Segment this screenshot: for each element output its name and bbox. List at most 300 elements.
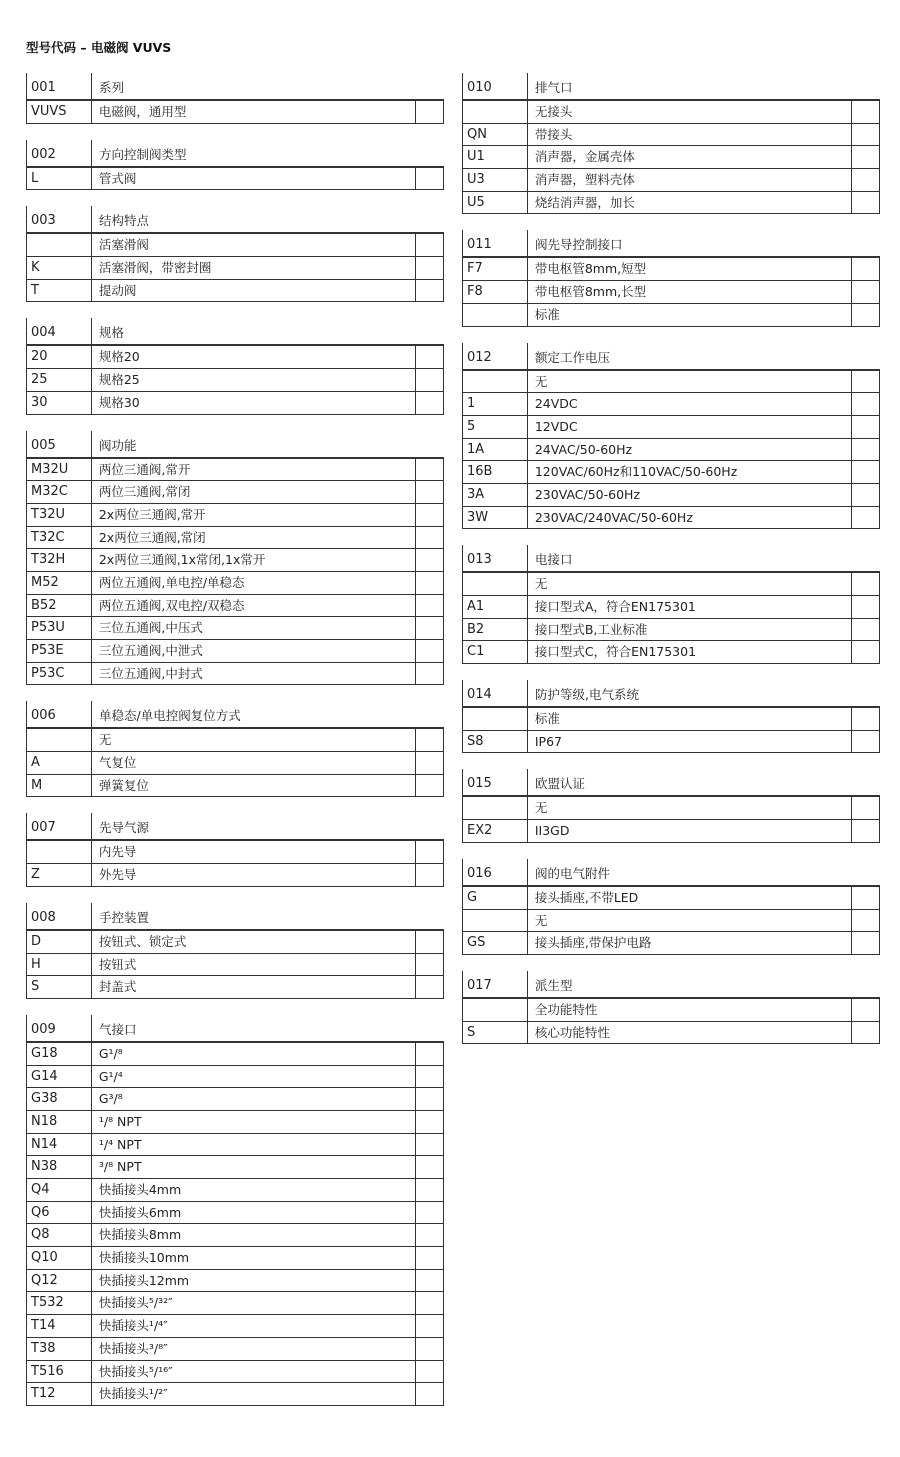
option-row	[26, 280, 444, 303]
option-checkbox[interactable]	[415, 1315, 443, 1337]
option-row	[462, 596, 880, 619]
option-code: Q8	[27, 1224, 92, 1246]
section-009	[26, 1015, 444, 1406]
section-code: 004	[27, 318, 92, 344]
option-code: EX2	[463, 820, 528, 842]
option-code: QN	[463, 124, 528, 146]
option-description: 消声器，金属壳体	[534, 149, 635, 165]
option-row	[26, 1043, 444, 1066]
option-checkbox[interactable]	[851, 169, 879, 191]
option-checkbox[interactable]	[851, 731, 879, 753]
option-checkbox[interactable]	[415, 1111, 443, 1133]
option-checkbox[interactable]	[851, 416, 879, 438]
section-header	[26, 206, 444, 234]
option-checkbox[interactable]	[415, 257, 443, 279]
option-code: T32U	[27, 504, 92, 526]
option-description: 规格30	[98, 394, 140, 410]
section-004	[26, 318, 444, 414]
option-row	[462, 1022, 880, 1045]
section-code: 008	[27, 903, 92, 929]
option-description: 按钮式、锁定式	[98, 933, 187, 949]
option-code: T516	[27, 1361, 92, 1383]
option-description: 120VAC/60Hz和110VAC/50-60Hz	[534, 464, 738, 480]
option-row	[26, 346, 444, 369]
option-row	[462, 731, 880, 754]
option-description: 核心功能特性	[534, 1024, 610, 1040]
section-010	[462, 73, 880, 214]
option-code: F8	[463, 281, 528, 303]
option-code: T32H	[27, 549, 92, 571]
section-016	[462, 859, 880, 955]
option-row	[462, 416, 880, 439]
option-description: 接头插座,不带LED	[534, 889, 639, 905]
option-row	[462, 999, 880, 1022]
option-row	[26, 369, 444, 392]
option-checkbox[interactable]	[415, 1043, 443, 1065]
option-description: 消声器，塑料壳体	[534, 172, 635, 188]
option-row	[26, 1270, 444, 1293]
section-label: 系列	[99, 80, 125, 95]
section-code: 014	[463, 680, 528, 706]
option-checkbox[interactable]	[851, 910, 879, 932]
section-label: 气接口	[99, 1021, 137, 1037]
option-description: 按钮式	[98, 956, 137, 972]
option-code: P53U	[27, 617, 92, 639]
option-description: 内先导	[98, 844, 137, 860]
option-checkbox[interactable]	[415, 595, 443, 617]
section-code: 006	[27, 701, 92, 727]
option-checkbox[interactable]	[851, 641, 879, 663]
option-description: 快插接头¹/⁴″	[98, 1318, 168, 1334]
option-description: 无	[534, 576, 548, 592]
option-row	[26, 954, 444, 977]
option-checkbox[interactable]	[851, 887, 879, 909]
section-code: 002	[27, 140, 92, 166]
option-checkbox[interactable]	[851, 258, 879, 280]
option-checkbox[interactable]	[851, 146, 879, 168]
option-code: 1A	[463, 439, 528, 461]
option-checkbox[interactable]	[851, 596, 879, 618]
section-label: 阀先导控制接口	[535, 237, 623, 253]
section-code: 012	[463, 343, 528, 369]
option-description: 无	[534, 800, 548, 816]
option-checkbox[interactable]	[415, 572, 443, 594]
option-row	[26, 481, 444, 504]
option-code: Q6	[27, 1202, 92, 1224]
option-checkbox[interactable]	[415, 1179, 443, 1201]
option-description: 2x两位三通阀,常闭	[98, 529, 206, 545]
option-row	[462, 393, 880, 416]
option-row	[462, 619, 880, 642]
option-description: IP67	[534, 733, 562, 749]
option-checkbox[interactable]	[851, 393, 879, 415]
option-checkbox[interactable]	[415, 864, 443, 886]
option-checkbox[interactable]	[851, 507, 879, 529]
option-row	[26, 1134, 444, 1157]
option-description: 两位五通阀,双电控/双稳态	[98, 597, 245, 613]
option-description: II3GD	[534, 823, 570, 839]
option-checkbox[interactable]	[851, 461, 879, 483]
option-description: 230VAC/50-60Hz	[534, 486, 641, 502]
option-checkbox[interactable]	[851, 708, 879, 730]
option-code: Q4	[27, 1179, 92, 1201]
section-label: 结构特点	[99, 213, 150, 229]
option-checkbox[interactable]	[415, 481, 443, 503]
option-row	[26, 234, 444, 257]
option-checkbox[interactable]	[415, 346, 443, 368]
option-code: Q10	[27, 1247, 92, 1269]
option-description: 快插接头6mm	[98, 1204, 182, 1220]
option-row	[462, 169, 880, 192]
option-description: 接头插座,带保护电路	[534, 935, 652, 951]
option-code: G18	[27, 1043, 92, 1065]
option-code: P53E	[27, 640, 92, 662]
section-001	[26, 73, 444, 124]
section-label: 欧盟认证	[535, 776, 586, 792]
option-code	[463, 371, 528, 393]
option-row	[462, 641, 880, 664]
option-checkbox[interactable]	[415, 729, 443, 751]
option-row	[462, 708, 880, 731]
option-description: 两位三通阀,常开	[98, 461, 191, 477]
option-row	[26, 459, 444, 482]
option-checkbox[interactable]	[851, 932, 879, 954]
option-checkbox[interactable]	[415, 1247, 443, 1269]
option-code: U5	[463, 192, 528, 214]
option-row	[26, 527, 444, 550]
option-description: ³/⁸ NPT	[98, 1159, 142, 1175]
option-checkbox[interactable]	[415, 168, 443, 190]
option-checkbox[interactable]	[415, 527, 443, 549]
option-row	[26, 1156, 444, 1179]
option-description: 2x两位三通阀,1x常闭,1x常开	[98, 552, 266, 568]
section-header	[462, 73, 880, 101]
option-row	[26, 1292, 444, 1315]
option-row	[462, 507, 880, 530]
section-label: 电接口	[535, 552, 573, 568]
option-code: N38	[27, 1156, 92, 1178]
option-row	[26, 1111, 444, 1134]
option-code: Z	[27, 864, 92, 886]
option-checkbox[interactable]	[415, 1361, 443, 1383]
section-header	[462, 343, 880, 371]
option-checkbox[interactable]	[415, 1383, 443, 1405]
option-checkbox[interactable]	[851, 484, 879, 506]
section-header	[26, 701, 444, 729]
section-code: 017	[463, 971, 528, 997]
option-code	[27, 234, 92, 256]
option-code: T38	[27, 1338, 92, 1360]
option-row	[26, 1315, 444, 1338]
option-checkbox[interactable]	[851, 439, 879, 461]
section-008	[26, 903, 444, 999]
option-checkbox[interactable]	[415, 640, 443, 662]
option-description: 两位三通阀,常闭	[98, 484, 191, 500]
option-description: 快插接头³/⁸″	[98, 1340, 168, 1356]
option-row	[462, 887, 880, 910]
option-row	[462, 281, 880, 304]
option-description: 快插接头⁵/³²″	[98, 1295, 173, 1311]
section-005	[26, 431, 444, 686]
option-description: G¹/⁴	[98, 1068, 123, 1084]
option-checkbox[interactable]	[415, 954, 443, 976]
section-code: 010	[463, 73, 528, 99]
option-description: 电磁阀，通用型	[98, 104, 187, 119]
option-row	[462, 573, 880, 596]
option-row	[462, 484, 880, 507]
section-label: 阀的电气附件	[535, 865, 611, 881]
option-row	[26, 504, 444, 527]
option-checkbox[interactable]	[415, 931, 443, 953]
section-header	[462, 680, 880, 708]
option-description: 活塞滑阀，带密封圈	[98, 260, 212, 276]
option-row	[462, 461, 880, 484]
option-description: 标准	[534, 711, 560, 727]
option-description: 规格20	[98, 349, 140, 365]
option-checkbox[interactable]	[415, 459, 443, 481]
option-row	[462, 439, 880, 462]
option-description: 接口型式A，符合EN175301	[534, 599, 696, 614]
option-checkbox[interactable]	[415, 504, 443, 526]
option-row	[462, 371, 880, 394]
section-code: 015	[463, 769, 528, 795]
option-row	[26, 617, 444, 640]
option-code: G38	[27, 1088, 92, 1110]
option-code: G	[463, 887, 528, 909]
option-code: A	[27, 752, 92, 774]
option-checkbox[interactable]	[415, 101, 443, 123]
option-row	[462, 932, 880, 955]
option-code	[27, 729, 92, 751]
option-description: 气复位	[98, 755, 137, 771]
section-011	[462, 230, 880, 326]
option-code: C1	[463, 641, 528, 663]
section-header	[462, 545, 880, 573]
option-row	[462, 820, 880, 843]
option-row	[26, 663, 444, 686]
option-checkbox[interactable]	[851, 619, 879, 641]
section-code: 005	[27, 431, 92, 457]
option-description: 三位五通阀,中泄式	[98, 643, 203, 658]
option-description: 快插接头10mm	[98, 1250, 190, 1266]
option-code	[463, 101, 528, 123]
section-label: 单稳态/单电控阀复位方式	[99, 708, 241, 724]
option-code: 16B	[463, 461, 528, 483]
option-code: D	[27, 931, 92, 953]
option-code	[463, 797, 528, 819]
option-checkbox[interactable]	[415, 549, 443, 571]
option-checkbox[interactable]	[415, 369, 443, 391]
option-checkbox[interactable]	[415, 841, 443, 863]
option-description: 三位五通阀,中压式	[98, 620, 203, 636]
option-description: 快插接头8mm	[98, 1227, 182, 1243]
section-header	[26, 73, 444, 101]
option-row	[26, 168, 444, 191]
option-row	[462, 101, 880, 124]
option-description: 管式阀	[98, 170, 137, 186]
option-row	[26, 1088, 444, 1111]
option-description: 三位五通阀,中封式	[98, 665, 203, 681]
option-checkbox[interactable]	[851, 101, 879, 123]
option-checkbox[interactable]	[415, 280, 443, 302]
option-checkbox[interactable]	[851, 371, 879, 393]
option-checkbox[interactable]	[851, 797, 879, 819]
option-code: H	[27, 954, 92, 976]
option-row	[26, 1202, 444, 1225]
option-description: 无	[534, 912, 548, 928]
option-row	[26, 392, 444, 415]
option-checkbox[interactable]	[415, 392, 443, 414]
option-code: M32C	[27, 481, 92, 503]
option-code: M	[27, 775, 92, 797]
option-row	[462, 192, 880, 215]
option-description: ¹/⁸ NPT	[98, 1113, 142, 1129]
option-checkbox[interactable]	[415, 1156, 443, 1178]
option-code	[463, 999, 528, 1021]
option-description: 带接头	[534, 126, 573, 142]
option-row	[462, 146, 880, 169]
option-description: 无	[98, 732, 112, 748]
option-description: 无接头	[534, 104, 573, 119]
option-code: L	[27, 168, 92, 190]
option-code: U1	[463, 146, 528, 168]
option-checkbox[interactable]	[851, 820, 879, 842]
option-code: 25	[27, 369, 92, 391]
option-description: 规格25	[98, 372, 140, 388]
option-description: 24VAC/50-60Hz	[534, 441, 633, 457]
option-code: U3	[463, 169, 528, 191]
option-row	[462, 124, 880, 147]
option-checkbox[interactable]	[415, 752, 443, 774]
option-code: M52	[27, 572, 92, 594]
option-code: N14	[27, 1134, 92, 1156]
section-label: 排气口	[535, 80, 573, 95]
option-checkbox[interactable]	[851, 999, 879, 1021]
option-code: B52	[27, 595, 92, 617]
option-checkbox[interactable]	[415, 617, 443, 639]
option-code: T12	[27, 1383, 92, 1405]
section-code: 003	[27, 206, 92, 232]
section-013	[462, 545, 880, 664]
option-description: 活塞滑阀	[98, 237, 149, 253]
section-header	[26, 431, 444, 459]
page-title: 型号代码 – 电磁阀 VUVS	[26, 40, 172, 55]
option-description: 快插接头12mm	[98, 1272, 190, 1288]
option-code: S8	[463, 731, 528, 753]
option-code: T14	[27, 1315, 92, 1337]
section-015	[462, 769, 880, 842]
section-label: 额定工作电压	[535, 349, 611, 365]
section-label: 防护等级,电气系统	[535, 687, 639, 703]
option-description: ¹/⁴ NPT	[98, 1136, 142, 1152]
option-row	[462, 304, 880, 327]
option-description: 快插接头4mm	[98, 1182, 182, 1197]
option-checkbox[interactable]	[851, 1022, 879, 1044]
option-description: 带电枢管8mm,短型	[534, 261, 647, 277]
option-code: P53C	[27, 663, 92, 685]
section-012	[462, 343, 880, 530]
option-row	[26, 976, 444, 999]
section-header	[462, 230, 880, 258]
option-checkbox[interactable]	[851, 281, 879, 303]
section-header	[462, 859, 880, 887]
section-header	[462, 971, 880, 999]
section-code: 009	[27, 1015, 92, 1041]
option-description: 接口型式C，符合EN175301	[534, 644, 697, 660]
option-description: 快插接头¹/²″	[98, 1386, 168, 1402]
section-label: 方向控制阀类型	[99, 146, 187, 162]
option-row	[26, 1338, 444, 1361]
option-code: VUVS	[27, 101, 92, 123]
option-row	[462, 910, 880, 933]
option-row	[26, 841, 444, 864]
option-checkbox[interactable]	[415, 1224, 443, 1246]
option-row	[26, 775, 444, 798]
option-code: 3A	[463, 484, 528, 506]
option-checkbox[interactable]	[415, 663, 443, 685]
option-checkbox[interactable]	[415, 1292, 443, 1314]
option-checkbox[interactable]	[415, 1338, 443, 1360]
option-row	[26, 257, 444, 280]
option-checkbox[interactable]	[415, 1088, 443, 1110]
left-column	[26, 73, 444, 1422]
option-code: 20	[27, 346, 92, 368]
section-header	[26, 813, 444, 841]
option-checkbox[interactable]	[851, 304, 879, 326]
option-code: Q12	[27, 1270, 92, 1292]
option-checkbox[interactable]	[415, 1202, 443, 1224]
option-checkbox[interactable]	[851, 124, 879, 146]
option-code	[463, 573, 528, 595]
option-checkbox[interactable]	[851, 573, 879, 595]
option-checkbox[interactable]	[415, 775, 443, 797]
section-code: 013	[463, 545, 528, 571]
section-017	[462, 971, 880, 1044]
option-checkbox[interactable]	[851, 192, 879, 214]
section-code: 001	[27, 73, 92, 99]
option-code: GS	[463, 932, 528, 954]
option-code	[463, 708, 528, 730]
option-row	[26, 101, 444, 124]
option-description: 封盖式	[98, 979, 137, 995]
option-row	[26, 729, 444, 752]
option-code: K	[27, 257, 92, 279]
option-row	[26, 864, 444, 887]
option-code: B2	[463, 619, 528, 641]
option-checkbox[interactable]	[415, 234, 443, 256]
option-code: T	[27, 280, 92, 302]
option-checkbox[interactable]	[415, 976, 443, 998]
option-row	[26, 1383, 444, 1406]
option-checkbox[interactable]	[415, 1270, 443, 1292]
option-description: G³/⁸	[98, 1091, 123, 1107]
section-code: 016	[463, 859, 528, 885]
option-row	[26, 1247, 444, 1270]
section-header	[26, 1015, 444, 1043]
option-description: G¹/⁸	[98, 1045, 123, 1061]
option-row	[26, 595, 444, 618]
option-row	[26, 640, 444, 663]
option-description: 12VDC	[534, 418, 578, 434]
option-code: 3W	[463, 507, 528, 529]
option-checkbox[interactable]	[415, 1134, 443, 1156]
option-checkbox[interactable]	[415, 1066, 443, 1088]
option-row	[26, 931, 444, 954]
section-code: 011	[463, 230, 528, 256]
section-header	[26, 318, 444, 346]
section-label: 派生型	[535, 977, 573, 993]
option-row	[26, 1224, 444, 1247]
